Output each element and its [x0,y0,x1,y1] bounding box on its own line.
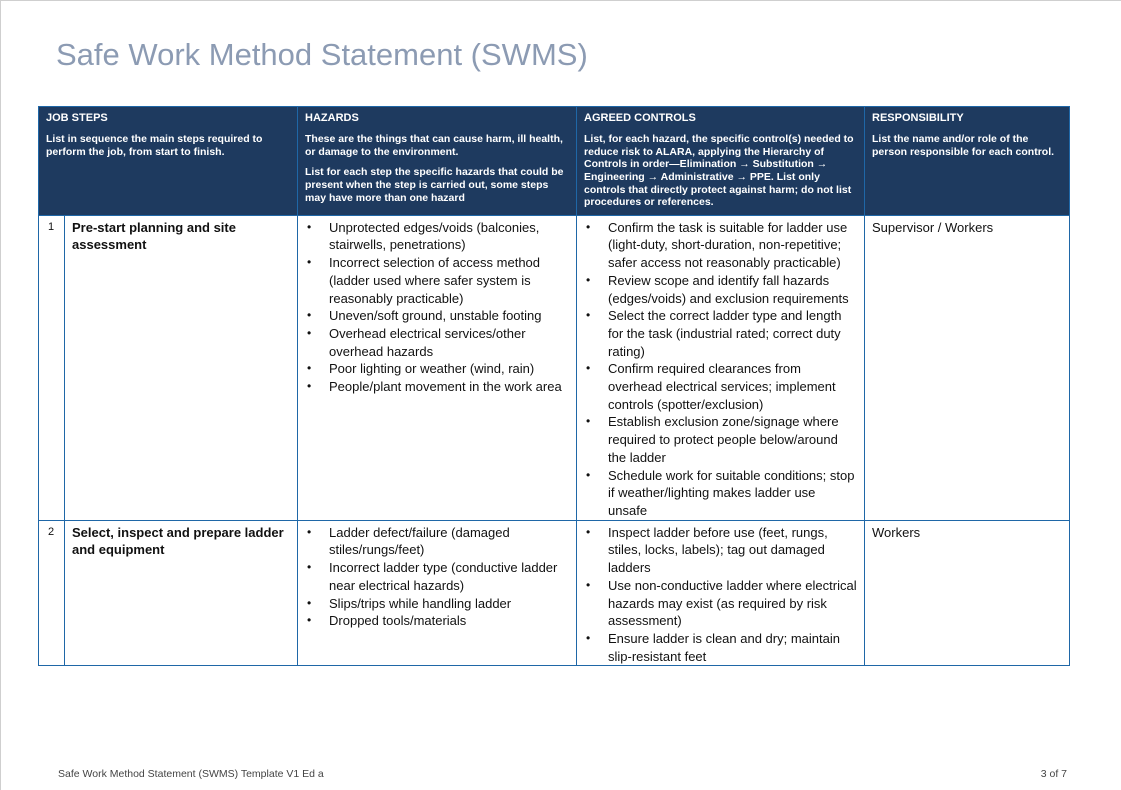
header-responsibility-title: RESPONSIBILITY [872,112,964,124]
control-item: • Confirm the task is suitable for ladder use (light-duty, short-duration, non-repetitive; safer access not reasonably practicable) [584,219,857,272]
table-header-row [39,107,1070,216]
hazards-list [305,219,569,396]
header-responsibility [865,107,1070,216]
header-hazards-desc: These are the things that can cause harm, ill health, or damage to the environment. [305,133,563,158]
hazard-item: • Incorrect ladder type (conductive ladder near electrical hazards) [305,559,569,594]
hazard-item: • Ladder defect/failure (damaged stiles/rungs/feet) [305,524,569,559]
header-controls [577,107,865,216]
step-name: Select, inspect and prepare ladder and equipment [65,520,298,666]
header-job-steps-desc: List in sequence the main steps required to perform the job, from start to finish. [46,133,263,158]
header-responsibility-desc: List the name and/or role of the person responsible for each control. [872,133,1055,158]
footer-page-number: 3 of 7 [1040,768,1067,780]
header-hazards-desc-2: List for each step the specific hazards that could be present when the step is carried out, some steps may have more than one hazard [305,166,564,204]
hazards-cell [298,520,577,666]
control-item: • Review scope and identify fall hazards (edges/voids) and exclusion requirements [584,272,857,307]
control-item: • Confirm required clearances from overhead electrical services; implement controls (spotter/exclusion) [584,360,857,413]
hazards-cell [298,215,577,520]
control-item: • Select the correct ladder type and length for the task (industrial rated; correct duty rating) [584,307,857,360]
footer-document-name: Safe Work Method Statement (SWMS) Template V1 Ed a [58,768,324,780]
document-title: Safe Work Method Statement (SWMS) [56,37,588,72]
header-hazards [298,107,577,216]
swms-table [38,106,1070,666]
table-row [39,215,1070,520]
hazard-item: • Overhead electrical services/other overhead hazards [305,325,569,360]
step-number: 2 [39,520,65,666]
controls-cell [577,520,865,666]
control-item: • Establish exclusion zone/signage where required to protect people below/around the ladder [584,413,857,466]
hazard-item: • Dropped tools/materials [305,612,569,630]
controls-list [584,219,857,520]
controls-list [584,524,857,666]
controls-cell [577,215,865,520]
hazard-item: • People/plant movement in the work area [305,378,569,396]
control-item: • Inspect ladder before use (feet, rungs, stiles, locks, labels); tag out damaged ladders [584,524,857,577]
hazard-item: • Slips/trips while handling ladder [305,595,569,613]
control-item: • Schedule work for suitable conditions; stop if weather/lighting makes ladder use unsafe [584,467,857,520]
step-name: Pre-start planning and site assessment [65,215,298,520]
header-hazards-title: HAZARDS [305,112,359,124]
hazards-list [305,524,569,630]
hazard-item: • Uneven/soft ground, unstable footing [305,307,569,325]
control-item: • Use non-conductive ladder where electrical hazards may exist (as required by risk assessment) [584,577,857,630]
responsibility-cell: Workers [865,520,1070,666]
responsibility-cell: Supervisor / Workers [865,215,1070,520]
step-number: 1 [39,215,65,520]
header-job-steps [39,107,298,216]
control-item: • Ensure ladder is clean and dry; maintain slip-resistant feet [584,630,857,665]
hazard-item: • Unprotected edges/voids (balconies, stairwells, penetrations) [305,219,569,254]
header-controls-title: AGREED CONTROLS [584,112,696,124]
hazard-item: • Poor lighting or weather (wind, rain) [305,360,569,378]
hazard-item: • Incorrect selection of access method (ladder used where safer system is reasonably practicable) [305,254,569,307]
header-job-steps-title: JOB STEPS [46,112,108,124]
table-row [39,520,1070,666]
header-controls-desc: List, for each hazard, the specific control(s) needed to reduce risk to ALARA, applying the Hierarchy of Controls in order—Elimination → Substitution → Engineering → Administrative → PPE. List only controls that directly protect against harm; do not list procedures or references. [584,133,854,209]
